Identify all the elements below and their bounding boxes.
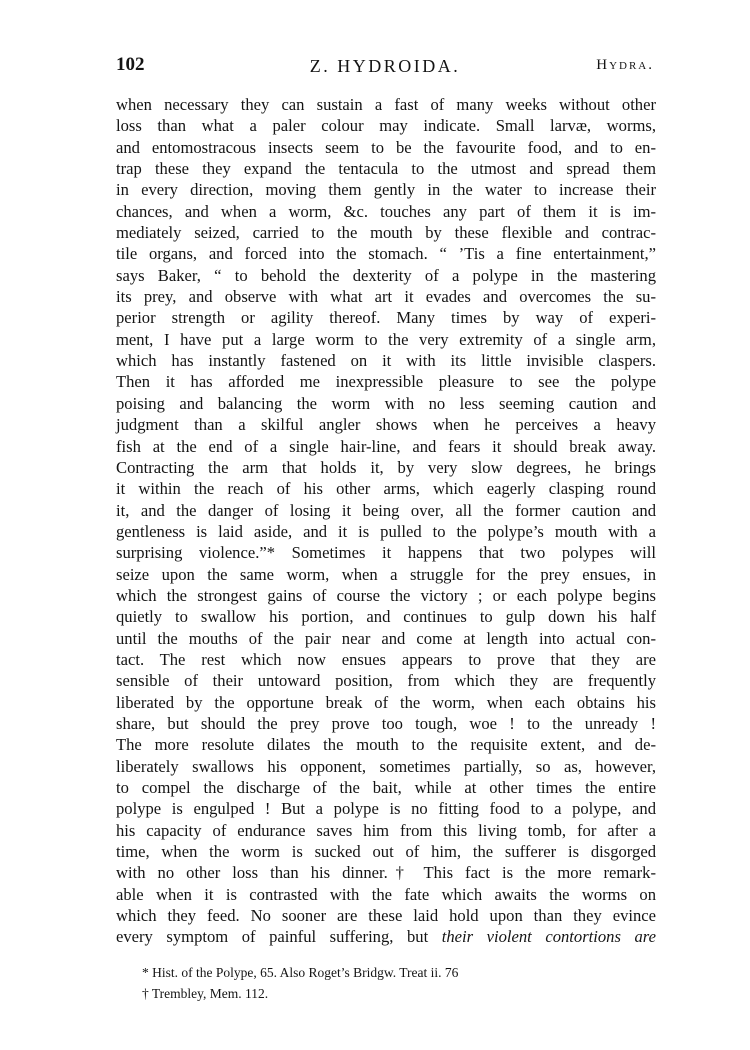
text-line: fish at the end of a single hair-line, and fears it should break away. bbox=[116, 436, 656, 456]
body-text bbox=[116, 94, 656, 948]
text-line: ment, I have put a large worm to the very extremity of a single arm, bbox=[116, 329, 656, 349]
text-line: every symptom of painful suffering, but their violent contortions are bbox=[116, 927, 656, 947]
text-line: gentleness is laid aside, and it is pulled to the polype’s mouth with a bbox=[116, 521, 656, 541]
text-line: tact. The rest which now ensues appears to prove that they are bbox=[116, 649, 656, 669]
text-line: his capacity of endurance saves him from this living tomb, for after a bbox=[116, 820, 656, 840]
text-line: quietly to swallow his portion, and continues to gulp down his half bbox=[116, 607, 656, 627]
text-line: it, and the danger of losing it being over, all the former caution and bbox=[116, 500, 656, 520]
text-line: which has instantly fastened on it with its little invisible claspers. bbox=[116, 351, 656, 371]
running-topic: Hydra. bbox=[596, 57, 654, 73]
text-line: when necessary they can sustain a fast of many weeks without other bbox=[116, 95, 656, 114]
text-line: in every direction, moving them gently in the water to increase their bbox=[116, 180, 656, 200]
text-line: mediately seized, carried to the mouth by these flexible and contrac- bbox=[116, 223, 656, 243]
text-line: surprising violence.”* Sometimes it happens that two polypes will bbox=[116, 543, 656, 563]
text-line: time, when the worm is sucked out of him, the sufferer is disgorged bbox=[116, 842, 656, 862]
running-head bbox=[116, 54, 654, 84]
text-line: it within the reach of his other arms, which eagerly clasping round bbox=[116, 479, 656, 499]
text-line: polype is engulped ! But a polype is no fitting food to a polype, and bbox=[116, 799, 656, 819]
text-line: judgment than a skilful angler shows when he perceives a heavy bbox=[116, 415, 656, 435]
text-line: Contracting the arm that holds it, by very slow degrees, he brings bbox=[116, 457, 656, 477]
italic-phrase: their violent contortions are bbox=[441, 927, 656, 947]
text-line: says Baker, “ to behold the dexterity of a polype in the mastering bbox=[116, 265, 656, 285]
running-title: Z. HYDROIDA. bbox=[309, 56, 461, 76]
footnotes bbox=[142, 962, 642, 1004]
text-line: The more resolute dilates the mouth to the requisite extent, and de- bbox=[116, 735, 656, 755]
text-line: loss than what a paler colour may indicate. Small larvæ, worms, bbox=[116, 116, 656, 136]
text-line: liberated by the opportune break of the worm, when each obtains his bbox=[116, 692, 656, 712]
text-line: liberately swallows his opponent, sometimes partially, so as, however, bbox=[116, 756, 656, 776]
text-line: which they feed. No sooner are these laid hold upon than they evince bbox=[116, 906, 656, 926]
page-number: 102 bbox=[116, 54, 145, 75]
text-line: with no other loss than his dinner.† This fact is the more remark- bbox=[116, 863, 656, 883]
text-line: to compel the discharge of the bait, while at other times the entire bbox=[116, 778, 656, 797]
text-line: sensible of their untoward position, from which they are frequently bbox=[116, 671, 656, 691]
footnote: † Trembley, Mem. 112. bbox=[142, 986, 269, 1001]
text-line: poising and balancing the worm with no less seeming caution and bbox=[116, 393, 656, 413]
text-line: until the mouths of the pair near and come at length into actual con- bbox=[116, 628, 656, 648]
text-line: perior strength or agility thereof. Many times by way of experi- bbox=[116, 308, 656, 328]
text-line: which the strongest gains of course the victory ; or each polype begins bbox=[116, 585, 656, 605]
footnote: * Hist. of the Polype, 65. Also Roget’s Bridgw. Treat ii. 76 bbox=[142, 965, 459, 980]
text-line: chances, and when a worm, &c. touches any part of them it is im- bbox=[116, 201, 656, 221]
text-line: able when it is contrasted with the fate which awaits the worms on bbox=[116, 884, 656, 904]
text-line: trap these they expand the tentacula to the utmost and spread them bbox=[116, 159, 656, 179]
text-line: tile organs, and forced into the stomach. “ ’Tis a fine entertainment,” bbox=[116, 244, 656, 264]
text-line: Then it has afforded me inexpressible pleasure to see the polype bbox=[116, 372, 656, 392]
text-line: and entomostracous insects seem to be the favourite food, and to en- bbox=[116, 137, 656, 157]
text-line: seize upon the same worm, when a struggle for the prey ensues, in bbox=[116, 564, 656, 584]
text-line: its prey, and observe with what art it evades and overcomes the su- bbox=[116, 287, 656, 307]
text-line: share, but should the prey prove too tough, woe ! to the unready ! bbox=[116, 713, 656, 733]
